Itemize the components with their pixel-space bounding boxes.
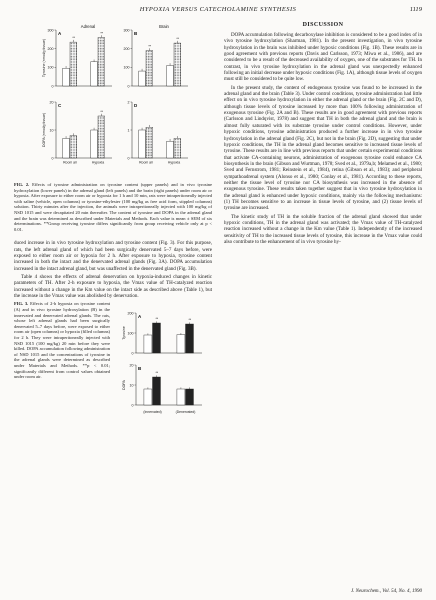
discussion-heading: DISCUSSION — [302, 22, 344, 28]
fig2-panel-C-bar-1-0 — [91, 130, 98, 158]
fig2-panel-B-title: Brain — [159, 24, 169, 29]
fig2-panel-C-letter: C — [58, 103, 62, 108]
fig3-panel-A-bar-1-1 — [186, 324, 194, 353]
fig2-panel-C-bar-1-1 — [98, 116, 105, 158]
fig3-panel-B-bar-1-0 — [177, 389, 185, 405]
fig3-panel-B-ytick-label-0: 0 — [131, 403, 134, 408]
fig3-panel-A-bar-0-1 — [153, 323, 161, 353]
fig2-panel-D-bar-1-1 — [174, 138, 181, 158]
fig3-panel-B-bar-0-1 — [153, 377, 161, 405]
figure-2-caption-text: Effects of tyrosine administration on tyrosine content (upper panels) and in vivo tyrosine hydroxylation (lower panels) in the adrenal gland (left panels) and the brain (right panels) under room air or hypoxia. After exposure to either room air or hypoxia for 1 h and 10 min, rats were intraperitoneally injected with saline (vehicle, open columns) or tyrosine-ethylester (100 mg/kg as free acid form, stippled columns) solution. Thirty minutes after the injection, the animals were intraperitoneally injected with 100 mg/kg of NSD 1015 and were decapitated 20 min thereafter. The content of tyrosine and DOPA in the adrenal gland and the brain was determined as described under Materials and Methods. Each value is mean ± SEM of six determinations. **Group receiving tyrosine differs significantly from group receiving vehicle only at p < 0.01. — [14, 182, 212, 232]
fig2-panel-B-ytick-label-3: 300 — [123, 28, 130, 33]
fig3-panel-B-ytick-label-1: 10 — [129, 383, 134, 388]
fig2-panel-B-sig-0: ** — [148, 44, 151, 49]
fig3-panel-A-bar-0-0 — [144, 335, 152, 353]
figure-3-label: FIG. 3. — [14, 301, 29, 307]
fig2-panel-A-ytick-label-3: 300 — [47, 28, 54, 33]
fig2-panel-A-bar-1-0 — [91, 62, 98, 86]
fig2-panel-D-xlabel-1: Hypoxia — [167, 160, 181, 165]
fig3-panel-A-ylabel: Tyrosine — [122, 326, 126, 341]
right-paragraph-2: In the present study, the content of endogenous tyrosine was found to be increased in the adrenal gland and the brain (Table 3). Under control conditions, tyrosine administration had little effect on in vivo tyrosine hydroxylation in either the adrenal gland or the brain (Fig. 2C and D), although tissue levels of tyrosine increased by more than 100% following administration of exogenous tyrosine (Fig. 2A and B). These results are in good agreement with previous reports (Carlsson and Lindqvist, 1978) and suggest that TH in both the adrenal gland and the brain is almost fully saturated with its substrate tyrosine under control conditions. However, under hypoxic conditions, tyrosine administration produced a further increase in in vivo tyrosine hydroxylation in the adrenal gland (Fig. 2C), but not in the brain (Fig. 2D), suggesting that under hypoxic conditions, the TH in the adrenal gland becomes sensitive to increased tissue levels of tyrosine. These results are in line with previous reports that under certain experimental conditions that activate CA-containing neurons, administration of exogenous tyrosine could enhance CA biosynthesis in the brain (Gibson and Wurtman, 1978; Sved et al., 1979a,b; Melamed et al., 1980; Sved and Fernstrom, 1981; Reinstein et al., 1984), retina (Gibson et al., 1983); and peripheral sympathoadrenal system (Alonso et al., 1980; Conlay et al., 1981). According to these reports, neither the tissue level of tyrosine nor CA biosynthesis was increased in the absence of exogenous tyrosine. These results taken together suggest that in vivo tyrosine hydroxylation in the adrenal gland is enhanced under hypoxic conditions, mainly via the following mechanisms: (1) TH becomes sensitive to an increase in tissue levels of tyrosine, and (2) tissue levels of tyrosine are increased. — [224, 84, 422, 212]
fig2-panel-A-ytick-label-1: 100 — [47, 65, 54, 70]
fig2-panel-C-bar-0-1 — [70, 136, 77, 158]
fig2-panel-D-ytick-label-2: 2 — [127, 100, 130, 105]
fig3-panel-A-sig-1: ** — [188, 318, 192, 323]
right-paragraph-3: The kinetic study of TH in the soluble fraction of the adrenal gland showed that under hypoxic conditions, TH in the adrenal gland was activated; the Vmax value of TH-catalyzed reaction increased without a change in the Km value (Table 1). Independently of the increased sensitivity of TH to the increased tissue levels of tyrosine, this increase in the Vmax value could also contribute to the enhancement of in vivo tyrosine hy- — [224, 213, 422, 245]
fig2-panel-D-bar-0-1 — [146, 127, 153, 158]
fig2-panel-B-ytick-label-1: 100 — [123, 65, 130, 70]
fig2-panel-D-bar-1-0 — [167, 141, 174, 158]
figure-3-caption-text: Effects of 2-h hypoxia on tyrosine content (A) and in vivo tyrosine hydroxylation (B) in the innervated and denervated adrenal glands. The rats, whose left adrenal glands had been surgically denervated 5–7 days before, were exposed to either room air (open columns) or hypoxia (filled columns) for 2 h. They were intraperitoneally injected with NSD 1015 (100 mg/kg) 20 min before they were killed. DOPA accumulation following administration of NSD 1015 and the concentrations of tyrosine in the adrenal glands were determined as described under Materials and Methods. **p < 0.01; significantly different from control values obtained under room air. — [14, 301, 110, 380]
fig2-panel-C-bar-0-0 — [63, 138, 70, 158]
fig3-panel-A-bar-1-0 — [177, 335, 185, 353]
fig3-panel-B-ylabel: DOPA — [122, 380, 126, 391]
fig2-panel-B-bar-0-0 — [139, 71, 146, 86]
right-paragraph-1: DOPA accumulation following decarboxylase inhibition is considered to be a good index of in vivo tyrosine hydroxylation (Sharman, 1981). In the present investigation, in vivo tyrosine hydroxylation in the brain was inhibited under hypoxic conditions (Fig. 1B). These results are in good agreement with previous reports (Davis and Carlsson, 1973; Miwa et al., 1986), and are considered to be a result of the decreased availability of oxygen, one of the substrates for TH. In contrast, in vivo tyrosine hydroxylation in the adrenal gland was unexpectedly enhanced following an initial decrease under hypoxic conditions (Fig. 1A), although tissue levels of oxygen must still be considered to be quite low. — [224, 32, 422, 83]
fig2-panel-A-bar-1-1 — [98, 37, 105, 86]
fig3-panel-A-ytick-label-2: 200 — [127, 311, 134, 316]
fig3-panel-B-bar-0-0 — [144, 389, 152, 405]
fig2-panel-B-letter: B — [134, 31, 138, 36]
fig2-panel-A-ytick-label-0: 0 — [51, 84, 54, 89]
figure-3 — [14, 301, 212, 451]
fig3-group-label-0: (Innervated) — [143, 410, 162, 415]
fig2-panel-C-xlabel-1: Hypoxia — [91, 160, 105, 165]
fig2-panel-A-sig-0: ** — [72, 36, 75, 41]
fig2-panel-C-ytick-label-2: 20 — [49, 100, 54, 105]
figure-3-caption — [14, 301, 110, 379]
fig2-panel-D-letter: D — [134, 103, 138, 108]
fig3-group-label-1: (Denervated) — [175, 410, 196, 415]
page-number: 1119 — [409, 6, 422, 13]
fig2-panel-A-title: Adrenal — [80, 24, 96, 29]
fig3-panel-A-letter: A — [138, 314, 142, 320]
journal-footer: J. Neurochem., Vol. 54, No. 4, 1990 — [350, 589, 422, 594]
fig2-panel-D-xlabel-0: Room air — [139, 160, 153, 165]
fig2-panel-D-ytick-label-1: 1 — [127, 128, 130, 133]
fig3-panel-B-sig-0: ** — [155, 371, 159, 376]
fig2-panel-C-xlabel-0: Room air — [63, 160, 77, 165]
fig2-panel-A-ylabel: Tyrosine (nmol/g tissue) — [42, 38, 46, 78]
fig2-panel-A-bar-0-1 — [70, 42, 77, 86]
figure-3-chart — [112, 303, 212, 423]
fig2-panel-C-ylabel: DOPA (nmol/g tissue) — [42, 112, 46, 148]
right-column — [224, 22, 422, 247]
fig3-panel-B-letter: B — [138, 366, 142, 372]
fig2-panel-A-sig-1: ** — [100, 31, 103, 36]
page-header — [14, 6, 422, 18]
fig3-panel-A-sig-0: ** — [155, 317, 159, 322]
fig2-panel-C-ytick-label-1: 10 — [49, 128, 54, 133]
fig2-panel-B-ytick-label-0: 0 — [127, 84, 130, 89]
fig3-panel-A-ytick-label-0: 0 — [131, 351, 134, 356]
left-column — [14, 22, 212, 451]
fig2-panel-B-bar-1-0 — [167, 65, 174, 86]
fig2-panel-A-letter: A — [58, 31, 62, 36]
left-paragraph-2: Table 4 shows the effects of adrenal denervation on hypoxia-induced changes in kinetic parameters of TH. After 2-h exposure to hypoxia, the Vmax value of TH-catalyzed reaction increased without a change in the Km value on the intact side as described above (Table 1), but the increase in the Vmax value was abolished by denervation. — [14, 274, 212, 300]
fig3-panel-A-ytick-label-1: 100 — [127, 331, 134, 336]
fig2-panel-C-ytick-label-0: 0 — [51, 156, 54, 161]
fig2-panel-D-bar-0-0 — [139, 130, 146, 158]
fig2-panel-B-sig-1: ** — [176, 37, 179, 42]
fig2-panel-D-ytick-label-0: 0 — [127, 156, 130, 161]
fig2-panel-C-sig-1: ** — [100, 110, 103, 114]
figure-2-caption — [14, 182, 212, 232]
fig3-panel-B-ytick-label-2: 20 — [129, 363, 134, 368]
fig2-panel-B-bar-1-1 — [174, 43, 181, 86]
running-title: HYPOXIA VERSUS CATECHOLAMINE SYNTHESIS — [139, 6, 297, 13]
fig2-panel-B-ytick-label-2: 200 — [123, 46, 130, 51]
figure-2-label: FIG. 2. — [14, 182, 30, 187]
left-paragraph-1: duced increase in in vivo tyrosine hydroxylation and tyrosine content (Fig. 3). For this purpose, rats, the left adrenal gland of which had been surgically denervated 5–7 days before, were exposed to either room air or hypoxia for 2 h. After exposure to hypoxia, tyrosine content increased in both the intact and the denervated adrenal glands (Fig. 3A). DOPA accumulation increased in the intact adrenal gland, but was unaffected in the denervated gland (Fig. 3B). — [14, 240, 212, 272]
fig2-panel-A-ytick-label-2: 200 — [47, 46, 54, 51]
fig2-panel-A-bar-0-0 — [63, 68, 70, 86]
figure-2-chart — [34, 22, 204, 182]
fig3-panel-B-bar-1-1 — [186, 389, 194, 405]
figure-2 — [14, 22, 212, 182]
fig2-panel-B-bar-0-1 — [146, 51, 153, 86]
